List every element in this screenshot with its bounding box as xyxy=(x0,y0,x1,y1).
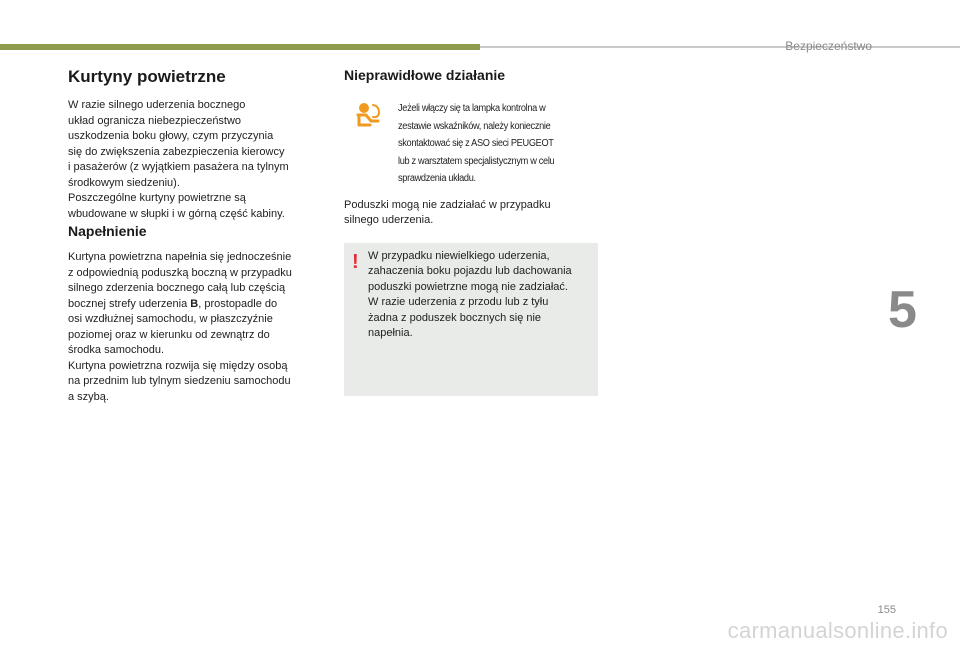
warning-lamp-text: Jeżeli włączy się ta lampka kontrolna w zestawie wskaźników, należy koniecznie skontaktować się z ASO sieci PEUGEOT lub z warsztatem specjalistycznym w celu sprawdzenia układu. xyxy=(398,103,555,184)
airbag-warning-lamp-icon xyxy=(356,102,382,128)
right-column xyxy=(344,66,600,396)
section-label: Bezpieczeństwo xyxy=(785,39,872,53)
inflation-heading: Napełnienie xyxy=(68,223,147,239)
malfunction-heading: Nieprawidłowe działanie xyxy=(344,67,506,83)
impact-zone-label: B xyxy=(190,297,199,310)
warning-lamp-row xyxy=(344,100,600,188)
inflation-text-start: Kurtyna powietrzna napełnia się jednocześnie z odpowiednią poduszką boczną w przypadku silnego zderzenia bocznego całą lub częścią bocznej strefy uderzenia xyxy=(68,251,292,310)
inflation-text-end: , prostopadle do osi wzdłużnej samochodu, w płaszczyźnie poziomej oraz w kierunku od zewnątrz do środka samochodu. Kurtyna powietrzna rozwija się między osobą na przednim lub tylnym siedzeniu samochodu a szybą. xyxy=(68,297,291,403)
warning-text: W przypadku niewielkiego uderzenia, zahaczenia boku pojazdu lub dachowania poduszki powietrzne mogą nie zadziałać. W razie uderzenia z przodu lub z tyłu żadna z poduszek bocznych się nie napełnia. xyxy=(368,249,572,339)
warning-box xyxy=(344,243,598,396)
page-number: 155 xyxy=(877,604,896,616)
page-title: Kurtyny powietrzne xyxy=(68,67,226,86)
header-accent-bar xyxy=(0,44,480,50)
curtain-airbags-intro: W razie silnego uderzenia bocznego układ ogranicza niebezpieczeństwo uszkodzenia boku głowy, czym przyczynia się do zwiększenia zabezpieczenia kierowcy i pasażerów (z wyjątkiem pasażera na tylnym środkowym siedzeniu). Poszczególne kurtyny powietrzne są wbudowane w słupki i w górną część kabiny. xyxy=(68,99,289,220)
malfunction-paragraph: Poduszki mogą nie zadziałać w przypadku silnego uderzenia. xyxy=(344,198,551,226)
header-rule xyxy=(480,46,960,48)
left-column xyxy=(68,66,324,405)
inflation-paragraph xyxy=(68,250,324,405)
watermark: carmanualsonline.info xyxy=(727,618,948,643)
exclamation-warning-icon: ! xyxy=(352,250,359,273)
chapter-number: 5 xyxy=(888,281,917,339)
